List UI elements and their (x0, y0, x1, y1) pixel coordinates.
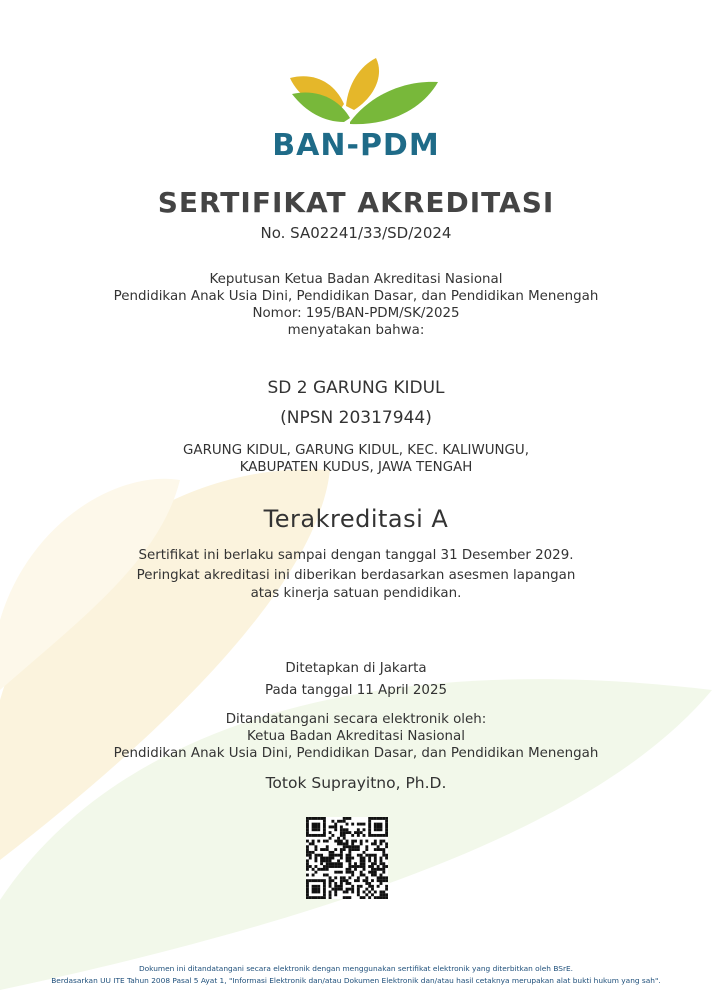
validity-line: Sertifikat ini berlaku sampai dengan tanggal 31 Desember 2029. (138, 548, 574, 563)
signature-line: Ditandatangani secara elektronik oleh: (225, 712, 487, 727)
school-address: KABUPATEN KUDUS, JAWA TENGAH (239, 460, 473, 475)
decision-number: Nomor: 195/BAN-PDM/SK/2025 (252, 306, 460, 321)
validity-line: atas kinerja satuan pendidikan. (250, 586, 462, 601)
logo-text: BAN-PDM (272, 128, 440, 163)
footer-line: Dokumen ini ditandatangani secara elektronik dengan menggunakan sertifikat elektronik yang diterbitkan oleh BSrE. (138, 964, 574, 973)
signature-line: Ketua Badan Akreditasi Nasional (247, 729, 465, 744)
accreditation-status: Terakreditasi A (263, 505, 449, 533)
certificate-number: No. SA02241/33/SD/2024 (260, 224, 452, 242)
certificate-title: SERTIFIKAT AKREDITASI (157, 186, 555, 219)
decision-line: Pendidikan Anak Usia Dini, Pendidikan Dasar, dan Pendidikan Menengah (113, 289, 599, 304)
issued-date: Pada tanggal 11 April 2025 (264, 683, 447, 698)
decision-line: menyatakan bahwa: (287, 323, 425, 338)
footer-note (0, 963, 712, 987)
school-name: SD 2 GARUNG KIDUL (267, 378, 445, 398)
footer-line: Berdasarkan UU ITE Tahun 2008 Pasal 5 Ayat 1, "Informasi Elektronik dan/atau Dokumen Elektronik dan/atau hasil cetaknya merupakan alat bukti hukum yang sah". (51, 976, 661, 985)
school-address: GARUNG KIDUL, GARUNG KIDUL, KEC. KALIWUNGU, (183, 443, 529, 458)
school-npsn: (NPSN 20317944) (280, 408, 432, 428)
decision-line: Keputusan Ketua Badan Akreditasi Nasional (209, 272, 503, 287)
signer-name: Totok Suprayitno, Ph.D. (265, 774, 447, 792)
qr-code-icon[interactable] (306, 817, 388, 899)
signature-line: Pendidikan Anak Usia Dini, Pendidikan Dasar, dan Pendidikan Menengah (113, 746, 599, 761)
issued-place: Ditetapkan di Jakarta (285, 661, 427, 676)
validity-line: Peringkat akreditasi ini diberikan berdasarkan asesmen lapangan (136, 568, 576, 583)
